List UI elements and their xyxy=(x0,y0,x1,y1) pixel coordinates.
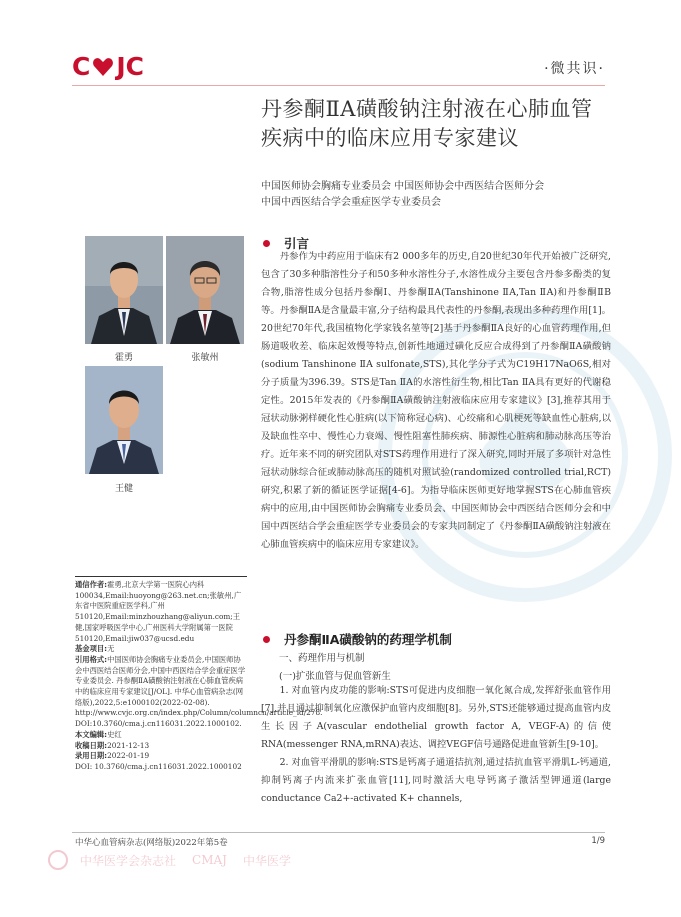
intro-paragraph: 20世纪70年代,我国植物化学家钱名堃等[2]基于丹参酮ⅡA良好的心血管药理作用,但肠道吸收差、临床起效慢等特点,创新性地通过磺化反应合成得到了丹参酮ⅡA磺酸钠(sodium Tanshinone ⅡA sulfonate,STS),其化学分子式为C19H17NaO6S,相对分子质量为396.39。STS是Tan ⅡA的水溶性衍生物,相比Tan ⅡA具有更好的代谢稳定性。2015年发表的《丹参酮ⅡA磺酸钠注射液临床应用专家建议》[3],推荐其用于冠状动脉粥样硬化性心脏病(以下简称冠心病)、心绞痛和心肌梗死等缺血性心脏病,以及缺血性卒中、慢性心力衰竭、慢性阻塞性肺疾病、肺源性心脏病和肺动脉高压等治疗。近年来不同的研究团队对STS药理作用进行了深入研究,同时开展了多项针对急性冠状动脉综合征或肺动脉高压的随机对照试验(randomized controlled trial,RCT)研究,积累了新的循证医学证据[4-6]。为指导临床医师更好地掌握STS在心肺血管疾病中的应用,由中国医师协会胸痛专业委员会、中国医师协会中西医结合医师分会和中国中西医结合学会重症医学专业委员会的专家共同制定了《丹参酮ⅡA磺酸钠注射液在心肺血管疾病中的临床应用专家建议》。 xyxy=(261,323,611,550)
editor-block xyxy=(75,730,247,741)
doi-text: DOI: 10.3760/cma.j.cn116031.2022.1000102 xyxy=(75,761,242,771)
accepted-block xyxy=(75,751,247,762)
editor-text: 史红 xyxy=(107,729,122,739)
author-photo-zhang xyxy=(166,236,244,344)
author-photo-wang xyxy=(85,366,163,474)
pharm-body xyxy=(261,682,611,808)
photo-caption: 张敏州 xyxy=(191,353,219,363)
title-line-2: 疾病中的临床应用专家建议 xyxy=(261,126,519,150)
section-tag: ·微共识· xyxy=(544,61,605,77)
correspondence-text: 霍勇,北京大学第一医院心内科100034,Email:huoyong@263.net.cn;张敏州,广东省中医院重症医学科,广州510120,Email:minzhouzhang@aliyun.com;王健,国家呼吸医学中心,广州医科大学附属第一医院510120,Email:jiw037@ucsd.edu xyxy=(75,580,242,643)
received-label: 收稿日期: xyxy=(75,740,108,750)
subheading-pharm-effects: 一、药理作用与机制 xyxy=(279,653,365,664)
author-groups xyxy=(261,179,621,211)
intro-heading-text: 引言 xyxy=(284,236,310,251)
publisher-mark-text: 中华医学会杂志社 xyxy=(80,853,177,868)
logo-jc: JC xyxy=(116,51,145,81)
section-heading-pharmacology xyxy=(263,630,452,648)
accepted-label: 录用日期: xyxy=(75,751,108,761)
footer-divider xyxy=(72,832,605,833)
subheading-vasodilation: (一)扩张血管与促血管新生 xyxy=(279,671,391,682)
author-line: 中国中西医结合学会重症医学专业委员会 xyxy=(261,197,441,208)
pharm-paragraph: 2. 对血管平滑肌的影响:STS是钙离子通道拮抗剂,通过拮抗血管平滑肌L-钙通道,抑制钙离子内流来扩张血管[11],同时激活大电导钙离子激活型钾通道(large conductance Ca2+-activated K+ channels, xyxy=(261,757,611,804)
correspondence-block xyxy=(75,580,247,644)
correspondence-label: 通信作者: xyxy=(75,580,108,589)
header-divider xyxy=(72,85,605,86)
citation-text: 中国医师协会胸痛专业委员会,中国医师协会中西医结合医师分会,中国中西医结合学会重症医学专业委员会. 丹参酮ⅡA磺酸钠注射液在心肺血管疾病中的临床应用专家建议[J/OL]. 中华心血管病杂志(网络版),2022,5:e1000102(2022-02-08). http://www.cvjc.org.cn/index.php/Column/columncn/article_id/278. DOI:10.3760/cma.j.cn116031.2022.1000102. xyxy=(75,654,323,729)
bullet-dot-icon xyxy=(263,636,270,643)
journal-issue: 中华心血管病杂志(网络版)2022年第5卷 xyxy=(75,838,228,848)
pharm-paragraph: 1. 对血管内皮功能的影响:STS可促进内皮细胞一氧化氮合成,发挥舒张血管作用[7],并且通过抑制氧化应激保护血管内皮细胞[8]。另外,STS还能够通过提高血管内皮生长因子A(vascular endothelial growth factor A, VEGF-A)的信使RNA(messenger RNA,mRNA)表达、调控VEGF信号通路促进血管新生[9-10]。 xyxy=(261,685,611,750)
fund-text: 无 xyxy=(107,644,115,654)
author-line: 中国医师协会胸痛专业委员会 中国医师协会中西医结合医师分会 xyxy=(261,181,545,192)
intro-body xyxy=(261,248,611,554)
received-block xyxy=(75,741,247,752)
accepted-date: 2022-01-19 xyxy=(107,751,150,761)
journal-logo xyxy=(72,52,144,80)
article-title xyxy=(261,95,621,153)
fund-block xyxy=(75,644,247,655)
citation-label: 引用格式: xyxy=(75,654,108,664)
cma-seal-icon xyxy=(48,850,68,870)
heart-icon xyxy=(92,55,114,77)
publisher-mark-text: CMAJ xyxy=(192,853,227,867)
sidebar-divider xyxy=(75,576,247,577)
page-number: 1/9 xyxy=(591,836,605,846)
publisher-mark-text: 中华医学 xyxy=(242,853,291,868)
title-line-1: 丹参酮ⅡA磺酸钠注射液在心肺血管 xyxy=(261,97,593,121)
intro-paragraph: 丹参作为中药应用于临床有2 000多年的历史,自20世纪30年代开始被广泛研究,包含了30多种脂溶性分子和50多种水溶性分子,水溶性成分主要包含丹参多酚类的复合物,脂溶性成分包括丹参酮Ⅰ、丹参酮ⅡA(Tanshinone ⅡA,Tan ⅡA)和丹参酮ⅡB等。丹参酮ⅡA是含量最丰富,分子结构最具代表性的丹参酮,表现出多种药理作用[1]。 xyxy=(261,251,611,316)
bullet-dot-icon xyxy=(263,240,270,247)
logo-c: C xyxy=(72,51,91,81)
received-date: 2021-12-13 xyxy=(107,740,150,750)
publisher-watermark xyxy=(48,849,348,871)
photo-caption: 王健 xyxy=(114,484,133,494)
fund-label: 基金项目: xyxy=(75,644,108,654)
photo-caption: 霍勇 xyxy=(114,353,133,363)
editor-label: 本文编辑: xyxy=(75,729,108,739)
citation-block xyxy=(75,654,323,730)
pharm-heading-text: 丹参酮ⅡA磺酸钠的药理学机制 xyxy=(284,632,452,647)
author-photo-huo xyxy=(85,236,163,344)
